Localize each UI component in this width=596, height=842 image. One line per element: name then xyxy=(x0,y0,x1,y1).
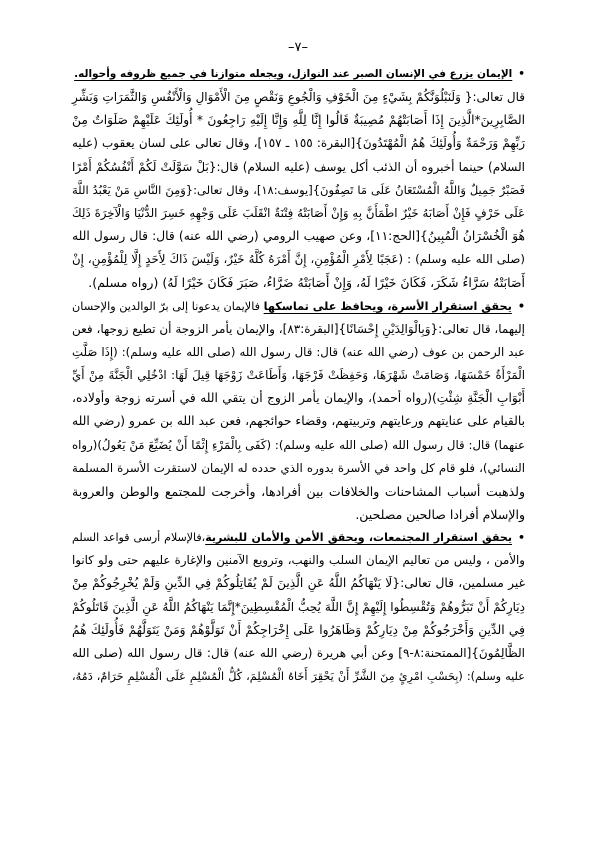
text-line: رَبِّهِمْ وَرَحْمَةٌ وَأُولَئِكَ هُمُ الْمُهْتَدُونَ}[البقرة: ١٥٥ ـ ١٥٧]، وقال تعالى على لسان يعقوب (عليه xyxy=(72,136,526,151)
text-line: والإسلام أفرادا صالحين مصلحين. xyxy=(355,506,525,522)
text-line: إليهما، قال تعالى:{وَبِالْوَالِدَيْنِ إِحْسَانًا}[البقرة:٨٣]، والإيمان يأمر الزوجة أن تطيع زوجها، فعن xyxy=(72,321,525,336)
text-line: أَصَابَتْهُ سَرَّاءُ شَكَرَ، فَكَانَ خَيْرًا لَهُ، وَإِنْ أَصَابَتْهُ ضَرَّاءُ، صَبَرَ فَكَانَ خَيْرًا لَهُ) (رواه مسلم). xyxy=(88,275,525,291)
text-line: عليه وسلم): (بِحَسْبِ امْرِئٍ مِنَ الشَّرِّ أَنْ يَحْقِرَ أَخَاهُ الْمُسْلِمَ، كُلُّ الْمُسْلِمِ عَلَى الْمُسْلِمِ حَرَامٌ، دَمُهُ، xyxy=(72,670,525,684)
text-line: الظَّالِمُونَ}[الممتحنة:٨-٩] وعن أبي هريرة (رضي الله عنه) قال: قال رسول الله (صلى الله xyxy=(72,645,525,660)
text-line: أَبْوَابِ الْجَنَّةِ شِئْتِ)(رواه أحمد)، والإيمان يأمر الزوج أن يتقي الله في أسرته زوجة وأولاده، xyxy=(72,391,525,406)
heading-text: يحقق استقرار الأسرة، ويحافظ على تماسكها xyxy=(263,299,512,313)
text-line: النسائي)، فلو قام كل واحد في الأسرة بدوره الذي حدده له الإيمان لاستقرت الأسرة المسلمة xyxy=(72,460,525,475)
page-number: –٧– xyxy=(288,40,308,55)
text-line: عنهما) قال: قال رسول الله (صلى الله عليه وسلم): (كَفَى بِالْمَرْءِ إِثْمًا أَنْ يُضَيِّعَ مَنْ يَعُولُ)(رواه xyxy=(72,437,525,452)
bullet-heading xyxy=(72,526,525,549)
text-line: غير مسلمين، قال تعالى:{لَا يَنْهَاكُمُ اللَّهُ عَنِ الَّذِينَ لَمْ يُقَاتِلُوكُمْ فِي الدِّينِ وَلَمْ يُخْرِجُوكُمْ مِنْ xyxy=(72,576,525,591)
paragraph-text: ،فالإسلام أرسى قواعد السلم xyxy=(72,531,206,545)
text-line: فَصَبْرٌ جَمِيلٌ وَاللَّهُ الْمُسْتَعَانُ عَلَى مَا تَصِفُونَ}[يوسف:١٨]، وقال تعالى:{وَمِنَ النَّاسِ مَنْ يَعْبُدُ اللَّهَ xyxy=(72,182,526,197)
text-line: عَلَى حَرْفٍ فَإِنْ أَصَابَهُ خَيْرٌ اطْمَأَنَّ بِهِ وَإِنْ أَصَابَتْهُ فِتْنَةٌ انْقَلَبَ عَلَى وَجْهِهِ خَسِرَ الدُّنْيَا وَالْآخِرَةَ ذَلِكَ xyxy=(72,205,525,220)
text-line: هُوَ الْخُسْرَانُ الْمُبِينُ}[الحج:١١]، وعن صهيب الرومي (رضي الله عنه) قال: قال رسول الله xyxy=(72,229,525,244)
text-line: والأمن ، وليس من تعاليم الإيمان السلب والنهب، وترويع الآمنين والإغارة عليهم حتى ولو كانوا xyxy=(72,553,525,568)
heading-text: الإيمان يزرع في الإنسان الصبر عند النوازل، ويجعله متوازنا في جميع ظروفه وأحواله. xyxy=(74,68,513,80)
paragraph-text: فالإيمان يدعونا إلى برّ الوالدين والإحسان xyxy=(72,299,261,313)
text-line: السلام) حينما أخبروه أن الذئب أكل يوسف (عليه السلام) قال:{بَلْ سَوَّلَتْ لَكُمْ أَنْفُسُكُمْ أَمْرًا xyxy=(72,159,525,174)
text-line: قال تعالى:{ وَلَنَبْلُوَنَّكُمْ بِشَيْءٍ مِنَ الْخَوْفِ وَالْجُوعِ وَنَقْصٍ مِنَ الْأَمْوَالِ وَالْأَنْفُسِ وَالثَّمَرَاتِ وَبَشِّرِ xyxy=(72,90,525,105)
text-line: بالقيام على عنايتهم ورعايتهم وتربيتهم، وقضاء حوائجهم، فعن عبد الله بن عمرو (رضي الله xyxy=(72,414,525,429)
bullet-marker: • xyxy=(517,299,526,313)
body-text xyxy=(72,63,525,688)
text-line: الْمَرْأَةُ خَمْسَهَا، وَصَامَتْ شَهْرَهَا، وَحَفِظَتْ فَرْجَهَا، وَأَطَاعَتْ زَوْجَهَا قِيلَ لَهَا: ادْخُلِي الْجَنَّةَ مِنْ أَيِّ xyxy=(72,368,525,383)
heading-text: يحقق استقرار المجتمعات، ويحقق الأمن والأمان للبشرية xyxy=(205,531,512,545)
text-line: الصَّابِرِينَ*الَّذِينَ إِذَا أَصَابَتْهُمْ مُصِيبَةٌ قَالُوا إِنَّا لِلَّهِ وَإِنَّا إِلَيْهِ رَاجِعُونَ * أُولَئِكَ عَلَيْهِمْ صَلَوَاتٌ مِنْ xyxy=(72,113,525,128)
text-line: دِيَارِكُمْ أَنْ تَبَرُّوهُمْ وَتُقْسِطُوا إِلَيْهِمْ إِنَّ اللَّهَ يُحِبُّ الْمُقْسِطِينَ*إِنَّمَا يَنْهَاكُمُ اللَّهُ عَنِ الَّذِينَ قَاتَلُوكُمْ xyxy=(72,599,525,614)
text-line: (صلى الله عليه وسلم) : (عَجَبًا لِأَمْرِ الْمُؤْمِنِ، إِنَّ أَمْرَهُ كُلَّهُ خَيْرٌ، وَلَيْسَ ذَاكَ لِأَحَدٍ إِلَّا لِلْمُؤْمِنِ، إِنْ xyxy=(72,252,525,267)
text-line: ولذهبت أسباب المشاحنات والخلافات بين أفرادها، وأخرجت للمجتمع والوطن والعروبة xyxy=(72,483,525,499)
text-line: عبد الرحمن بن عوف (رضي الله عنه) قال: قال رسول الله (صلى الله عليه وسلم): (إِذَا صَلَّتِ xyxy=(72,344,525,359)
bullet-marker: • xyxy=(517,531,525,545)
text-line: فِي الدِّينِ وَأَخْرَجُوكُمْ مِنْ دِيَارِكُمْ وَظَاهَرُوا عَلَى إِخْرَاجِكُمْ أَنْ تَوَلَّوْهُمْ وَمَنْ يَتَوَلَّهُمْ فَأُولَئِكَ هُمُ xyxy=(72,622,525,637)
bullet-marker: • xyxy=(518,68,525,80)
bullet-heading xyxy=(72,295,525,318)
bullet-heading xyxy=(72,63,525,86)
